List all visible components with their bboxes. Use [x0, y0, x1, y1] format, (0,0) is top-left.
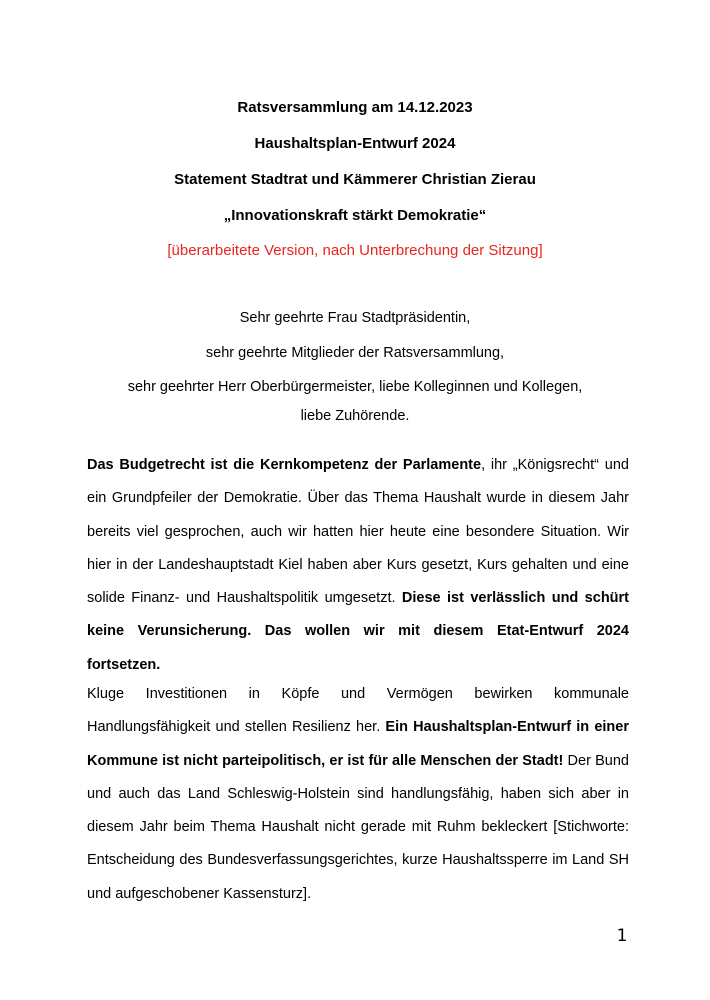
budget-title: Haushaltsplan-Entwurf 2024	[254, 135, 456, 152]
body-text: Der Bund und auch das Land Schleswig-Holstein sind handlungsfähig, haben sich aber in diesem Jahr beim Thema Haushalt nicht gerade mit Ruhm bekleckert [Stichworte: Entscheidung des Bundesverfassungsgerichtes, kurze Haushaltssperre im Land SH und aufgeschobener Kassensturz].	[87, 752, 629, 902]
motto-title: „Innovationskraft stärkt Demokratie“	[223, 207, 487, 224]
page-number: 1	[616, 926, 628, 946]
emphasis-text: Das Budgetrecht ist die Kernkompetenz der Parlamente	[87, 457, 482, 473]
emphasis-text: Diese ist verlässlich und schürt keine Verunsicherung. Das wollen wir mit diesem Etat-Entwurf 2024 fortsetzen.	[87, 590, 629, 673]
body-text: , ihr „Königsrecht“ und ein Grundpfeiler der Demokratie. Über das Thema Haushalt wurde in diesem Jahr bereits viel gesprochen, auch wir hatten hier heute eine besondere Situation. Wir hier in der Landeshauptstadt Kiel haben aber Kurs gesetzt, Kurs gehalten und eine solide Finanz- und Haushaltspolitik umgesetzt.	[87, 457, 629, 607]
greeting-line: sehr geehrter Herr Oberbürgermeister, liebe Kolleginnen und Kollegen,	[127, 379, 583, 395]
body-text: Kluge Investitionen in Köpfe und Vermögen bewirken kommunale Handlungsfähigkeit und stellen Resilienz her.	[87, 686, 629, 736]
emphasis-text: Ein Haushaltsplan-Entwurf in einer Kommune ist nicht parteipolitisch, er ist für alle Menschen der Stadt!	[87, 719, 629, 769]
revision-note: [überarbeitete Version, nach Unterbrechung der Sitzung]	[167, 242, 543, 259]
greeting-line: sehr geehrte Mitglieder der Ratsversammlung,	[205, 345, 505, 361]
greeting-line: Sehr geehrte Frau Stadtpräsidentin,	[239, 310, 471, 326]
paragraph-budget-right	[87, 449, 629, 682]
paragraph-investments	[87, 678, 629, 911]
statement-title: Statement Stadtrat und Kämmerer Christian Zierau	[174, 171, 536, 188]
meeting-title: Ratsversammlung am 14.12.2023	[237, 99, 473, 116]
greeting-line: liebe Zuhörende.	[300, 408, 410, 424]
